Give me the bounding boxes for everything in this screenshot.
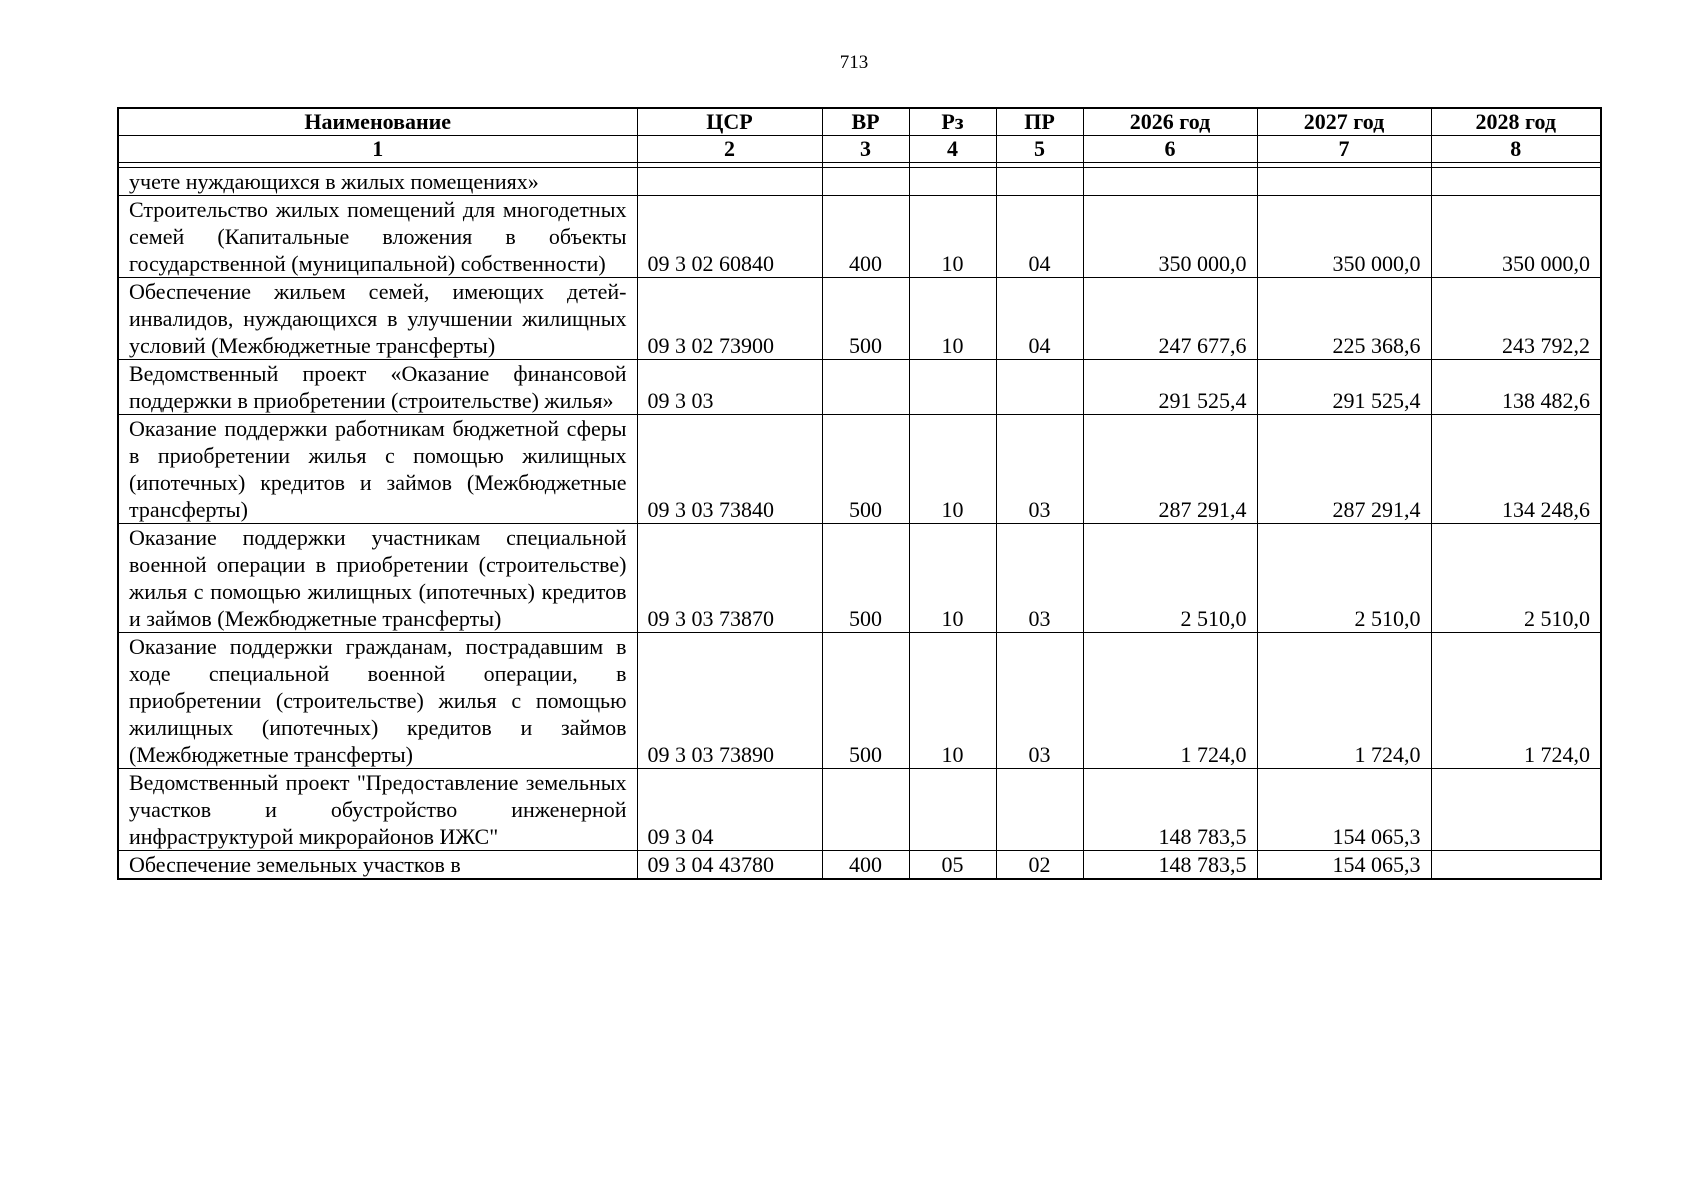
- row-csr: 09 3 03 73870: [637, 524, 822, 633]
- col-number: 3: [822, 136, 909, 163]
- row-pr: [996, 360, 1083, 415]
- row-csr: 09 3 02 73900: [637, 278, 822, 360]
- row-csr: 09 3 03 73890: [637, 633, 822, 769]
- row-2028: 350 000,0: [1431, 196, 1601, 278]
- col-number: 7: [1257, 136, 1431, 163]
- row-pr: [996, 769, 1083, 851]
- row-csr: 09 3 03 73840: [637, 415, 822, 524]
- row-pr: 03: [996, 415, 1083, 524]
- row-2027: 154 065,3: [1257, 769, 1431, 851]
- row-2026: 291 525,4: [1083, 360, 1257, 415]
- row-vr: 400: [822, 196, 909, 278]
- row-csr: 09 3 03: [637, 360, 822, 415]
- row-vr: [822, 769, 909, 851]
- row-2026: 247 677,6: [1083, 278, 1257, 360]
- row-2026: [1083, 168, 1257, 196]
- row-2027: 291 525,4: [1257, 360, 1431, 415]
- row-2027: 2 510,0: [1257, 524, 1431, 633]
- header-2026: 2026 год: [1083, 108, 1257, 136]
- col-number: 2: [637, 136, 822, 163]
- page-number: 713: [839, 52, 869, 73]
- row-name: Оказание поддержки участникам специальной военной операции в приобретении (строительстве) жилья с помощью жилищных (ипотечных) кредитов и займов (Межбюджетные трансферты): [118, 524, 637, 633]
- col-number: 8: [1431, 136, 1601, 163]
- row-name: Обеспечение земельных участков в: [118, 851, 637, 880]
- row-pr: 02: [996, 851, 1083, 880]
- col-number: 4: [909, 136, 996, 163]
- budget-table: [117, 107, 1602, 880]
- table-row: [118, 278, 1601, 360]
- row-rz: [909, 769, 996, 851]
- row-2028: [1431, 851, 1601, 880]
- row-rz: 10: [909, 633, 996, 769]
- row-name: Строительство жилых помещений для многодетных семей (Капитальные вложения в объекты государственной (муниципальной) собственности): [118, 196, 637, 278]
- header-row: [118, 108, 1601, 136]
- header-2027: 2027 год: [1257, 108, 1431, 136]
- header-2028: 2028 год: [1431, 108, 1601, 136]
- row-pr: 03: [996, 524, 1083, 633]
- row-rz: 10: [909, 415, 996, 524]
- row-name: Обеспечение жильем семей, имеющих детей-инвалидов, нуждающихся в улучшении жилищных условий (Межбюджетные трансферты): [118, 278, 637, 360]
- row-2028: 134 248,6: [1431, 415, 1601, 524]
- table-row: [118, 168, 1601, 196]
- col-number: 1: [118, 136, 637, 163]
- row-2028: 138 482,6: [1431, 360, 1601, 415]
- row-vr: [822, 360, 909, 415]
- header-pr: ПР: [996, 108, 1083, 136]
- row-pr: 03: [996, 633, 1083, 769]
- header-number-row: [118, 136, 1601, 163]
- table-row: [118, 524, 1601, 633]
- row-name: Ведомственный проект "Предоставление земельных участков и обустройство инженерной инфраструктурой микрорайонов ИЖС": [118, 769, 637, 851]
- row-2027: 1 724,0: [1257, 633, 1431, 769]
- row-csr: [637, 168, 822, 196]
- row-2026: 350 000,0: [1083, 196, 1257, 278]
- row-vr: [822, 168, 909, 196]
- row-2026: 2 510,0: [1083, 524, 1257, 633]
- row-csr: 09 3 04 43780: [637, 851, 822, 880]
- row-rz: 10: [909, 196, 996, 278]
- row-2027: 225 368,6: [1257, 278, 1431, 360]
- row-vr: 500: [822, 524, 909, 633]
- row-name: Ведомственный проект «Оказание финансовой поддержки в приобретении (строительстве) жилья»: [118, 360, 637, 415]
- row-name: учете нуждающихся в жилых помещениях»: [118, 168, 637, 196]
- row-2028: 243 792,2: [1431, 278, 1601, 360]
- table-row: [118, 360, 1601, 415]
- row-name: Оказание поддержки работникам бюджетной сферы в приобретении жилья с помощью жилищных (ипотечных) кредитов и займов (Межбюджетные трансферты): [118, 415, 637, 524]
- header-csr: ЦСР: [637, 108, 822, 136]
- table-row: [118, 769, 1601, 851]
- row-rz: [909, 168, 996, 196]
- table-row: [118, 196, 1601, 278]
- row-name: Оказание поддержки гражданам, пострадавшим в ходе специальной военной операции, в приобретении (строительстве) жилья с помощью жилищных (ипотечных) кредитов и займов (Межбюджетные трансферты): [118, 633, 637, 769]
- table-body: [118, 163, 1601, 880]
- header-rz: Рз: [909, 108, 996, 136]
- table-row: [118, 415, 1601, 524]
- col-number: 6: [1083, 136, 1257, 163]
- row-2028: [1431, 769, 1601, 851]
- row-vr: 500: [822, 278, 909, 360]
- col-number: 5: [996, 136, 1083, 163]
- row-2026: 1 724,0: [1083, 633, 1257, 769]
- row-csr: 09 3 04: [637, 769, 822, 851]
- row-vr: 500: [822, 633, 909, 769]
- row-rz: 10: [909, 278, 996, 360]
- row-2026: 148 783,5: [1083, 769, 1257, 851]
- row-csr: 09 3 02 60840: [637, 196, 822, 278]
- row-2028: 1 724,0: [1431, 633, 1601, 769]
- row-2028: [1431, 168, 1601, 196]
- row-rz: 10: [909, 524, 996, 633]
- row-pr: 04: [996, 196, 1083, 278]
- row-pr: 04: [996, 278, 1083, 360]
- row-pr: [996, 168, 1083, 196]
- header-vr: ВР: [822, 108, 909, 136]
- row-2026: 287 291,4: [1083, 415, 1257, 524]
- row-vr: 400: [822, 851, 909, 880]
- table-row: [118, 633, 1601, 769]
- row-2028: 2 510,0: [1431, 524, 1601, 633]
- row-2026: 148 783,5: [1083, 851, 1257, 880]
- header-name: Наименование: [118, 108, 637, 136]
- row-vr: 500: [822, 415, 909, 524]
- row-2027: 287 291,4: [1257, 415, 1431, 524]
- table-row: [118, 851, 1601, 880]
- row-rz: 05: [909, 851, 996, 880]
- row-rz: [909, 360, 996, 415]
- row-2027: 154 065,3: [1257, 851, 1431, 880]
- row-2027: 350 000,0: [1257, 196, 1431, 278]
- row-2027: [1257, 168, 1431, 196]
